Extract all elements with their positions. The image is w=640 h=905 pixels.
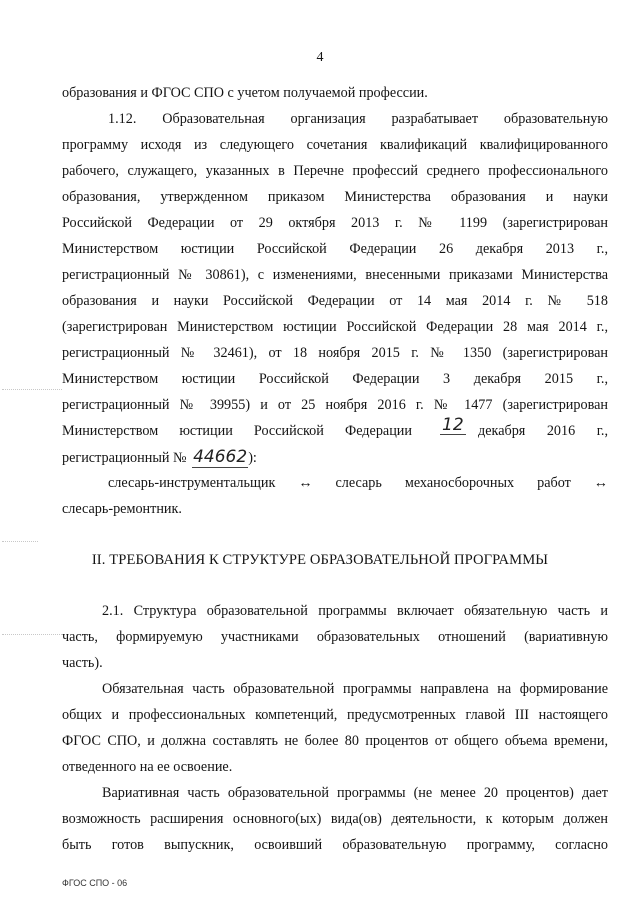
text-line: 1.12. Образовательная организация разрабатывает образовательную xyxy=(108,111,608,127)
text-line: образования, утвержденном приказом Министерства образования и науки xyxy=(62,189,608,205)
text-line-with-handwriting xyxy=(62,448,608,467)
handwritten-registration-number: 44662 xyxy=(193,447,248,467)
scan-artifact xyxy=(2,541,38,543)
text-line: (зарегистрирован Министерством юстиции Российской Федерации 28 мая 2014 г., xyxy=(62,319,608,335)
handwritten-day: 12 xyxy=(442,415,464,435)
section-heading: II. ТРЕБОВАНИЯ К СТРУКТУРЕ ОБРАЗОВАТЕЛЬНОЙ ПРОГРАММЫ xyxy=(91,552,549,568)
text-line: Министерством юстиции Российской Федерации 3 декабря 2015 г., xyxy=(62,371,608,387)
text-fragment: регистрационный № xyxy=(62,450,187,466)
text-line: Вариативная часть образовательной программы (не менее 20 процентов) дает xyxy=(102,785,608,801)
text-line: регистрационный № 39955) и от 25 ноября 2016 г. № 1477 (зарегистрирован xyxy=(62,397,608,413)
text-line: общих и профессиональных компетенций, предусмотренных главой III настоящего xyxy=(62,707,608,723)
text-fragment: декабря 2016 г., xyxy=(478,423,608,439)
text-line: возможность расширения основного(ых) вида(ов) деятельности, к которым должен xyxy=(62,811,608,827)
text-line: Российской Федерации от 29 октября 2013 г. № 1199 (зарегистрирован xyxy=(62,215,608,231)
text-line: образования и ФГОС СПО с учетом получаемой профессии. xyxy=(62,85,428,101)
text-line: программу исходя из следующего сочетания квалификаций квалифицированного xyxy=(62,137,608,153)
text-line: рабочего, служащего, указанных в Перечне профессий среднего профессионального xyxy=(62,163,608,179)
text-fragment: ): xyxy=(248,450,257,466)
text-line: ФГОС СПО, и должна составлять не более 80 процентов от общего объема времени, xyxy=(62,733,608,749)
text-line: Министерством юстиции Российской Федерации 26 декабря 2013 г., xyxy=(62,241,608,257)
scan-artifact xyxy=(2,634,62,636)
text-line: часть). xyxy=(62,655,103,671)
page-number: 4 xyxy=(316,50,324,65)
text-line: слесарь-ремонтник. xyxy=(62,501,182,517)
text-line: слесарь-инструментальщик ↔ слесарь механосборочных работ ↔ xyxy=(108,475,608,491)
text-fragment: Министерством юстиции Российской Федерации xyxy=(62,423,412,439)
scan-artifact xyxy=(2,389,62,391)
text-line: 2.1. Структура образовательной программы включает обязательную часть и xyxy=(102,603,608,619)
text-line: регистрационный № 30861), с изменениями, внесенными приказами Министерства xyxy=(62,267,608,283)
text-line: образования и науки Российской Федерации от 14 мая 2014 г. № 518 xyxy=(62,293,608,309)
text-line: Обязательная часть образовательной программы направлена на формирование xyxy=(102,681,608,697)
text-line: отведенного на ее освоение. xyxy=(62,759,233,775)
text-line: часть, формируемую участниками образовательных отношений (вариативную xyxy=(62,629,608,645)
text-line: регистрационный № 32461), от 18 ноября 2015 г. № 1350 (зарегистрирован xyxy=(62,345,608,361)
footer-label: ФГОС СПО - 06 xyxy=(62,878,128,888)
text-line: быть готов выпускник, освоивший образовательную программу, согласно xyxy=(62,837,608,853)
